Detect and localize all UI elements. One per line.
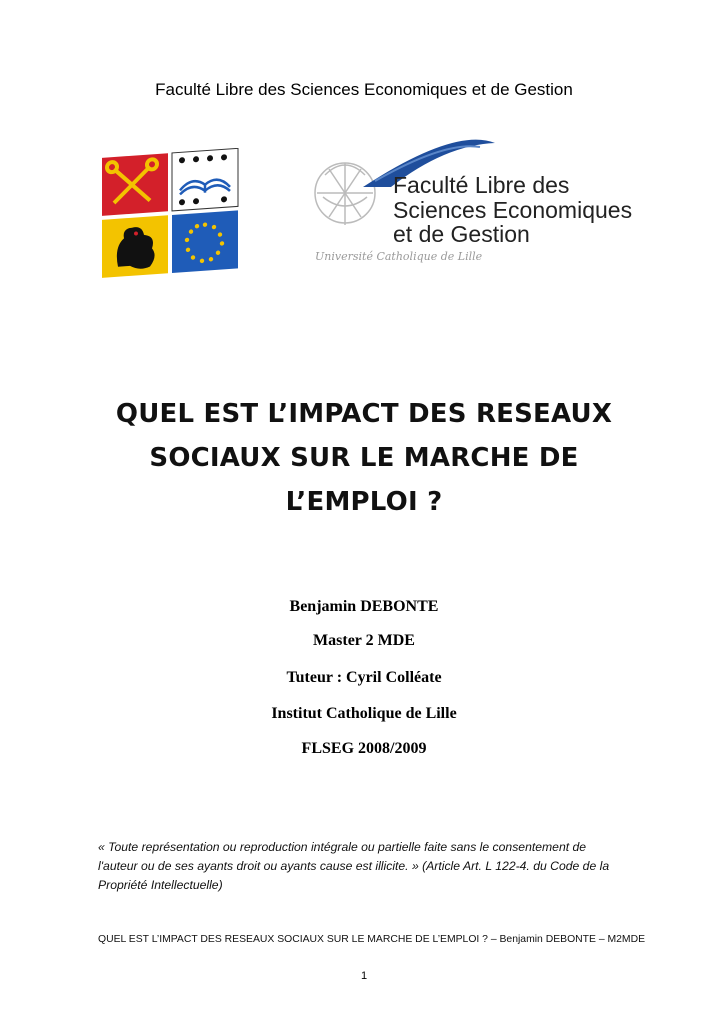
institute: Institut Catholique de Lille bbox=[271, 705, 457, 722]
title-line-1: QUEL EST L’IMPACT DES RESEAUX bbox=[115, 399, 613, 429]
logo-script: Université Catholique de Lille bbox=[315, 250, 483, 263]
page-number: 1 bbox=[360, 970, 368, 982]
logo-line3: et de Gestion bbox=[393, 221, 530, 247]
logo-line2: Sciences Economiques bbox=[393, 197, 633, 223]
emblem-icon bbox=[315, 163, 375, 225]
academic-year: FLSEG 2008/2009 bbox=[301, 740, 427, 757]
tutor: Tuteur : Cyril Colléate bbox=[286, 669, 442, 686]
title-line-3: L’EMPLOI ? bbox=[285, 487, 443, 517]
notice-line-3: Propriété Intellectuelle) bbox=[98, 878, 223, 892]
notice-line-1: « Toute représentation ou reproduction intégrale ou partielle faite sans le consentement de bbox=[98, 840, 587, 854]
degree: Master 2 MDE bbox=[313, 632, 415, 649]
document-title bbox=[60, 392, 668, 524]
notice-line-2: l'auteur ou de ses ayants droit ou ayants cause est illicite. » (Article Art. L 122-4. du Code de la bbox=[98, 859, 610, 873]
title-line-2: SOCIAUX SUR LE MARCHE DE bbox=[149, 443, 579, 473]
faculty-logo bbox=[305, 135, 650, 265]
crest-logo bbox=[100, 148, 242, 286]
crest-stars-quadrant bbox=[172, 210, 238, 273]
page-footer: QUEL EST L’IMPACT DES RESEAUX SOCIAUX SUR LE MARCHE DE L’EMPLOI ? – Benjamin DEBONTE – M2MDE bbox=[98, 934, 646, 945]
logo-line1: Faculté Libre des bbox=[393, 172, 570, 198]
author-name: Benjamin DEBONTE bbox=[289, 598, 439, 615]
header-institution: Faculté Libre des Sciences Economiques et de Gestion bbox=[155, 80, 573, 99]
copyright-notice bbox=[98, 838, 638, 895]
